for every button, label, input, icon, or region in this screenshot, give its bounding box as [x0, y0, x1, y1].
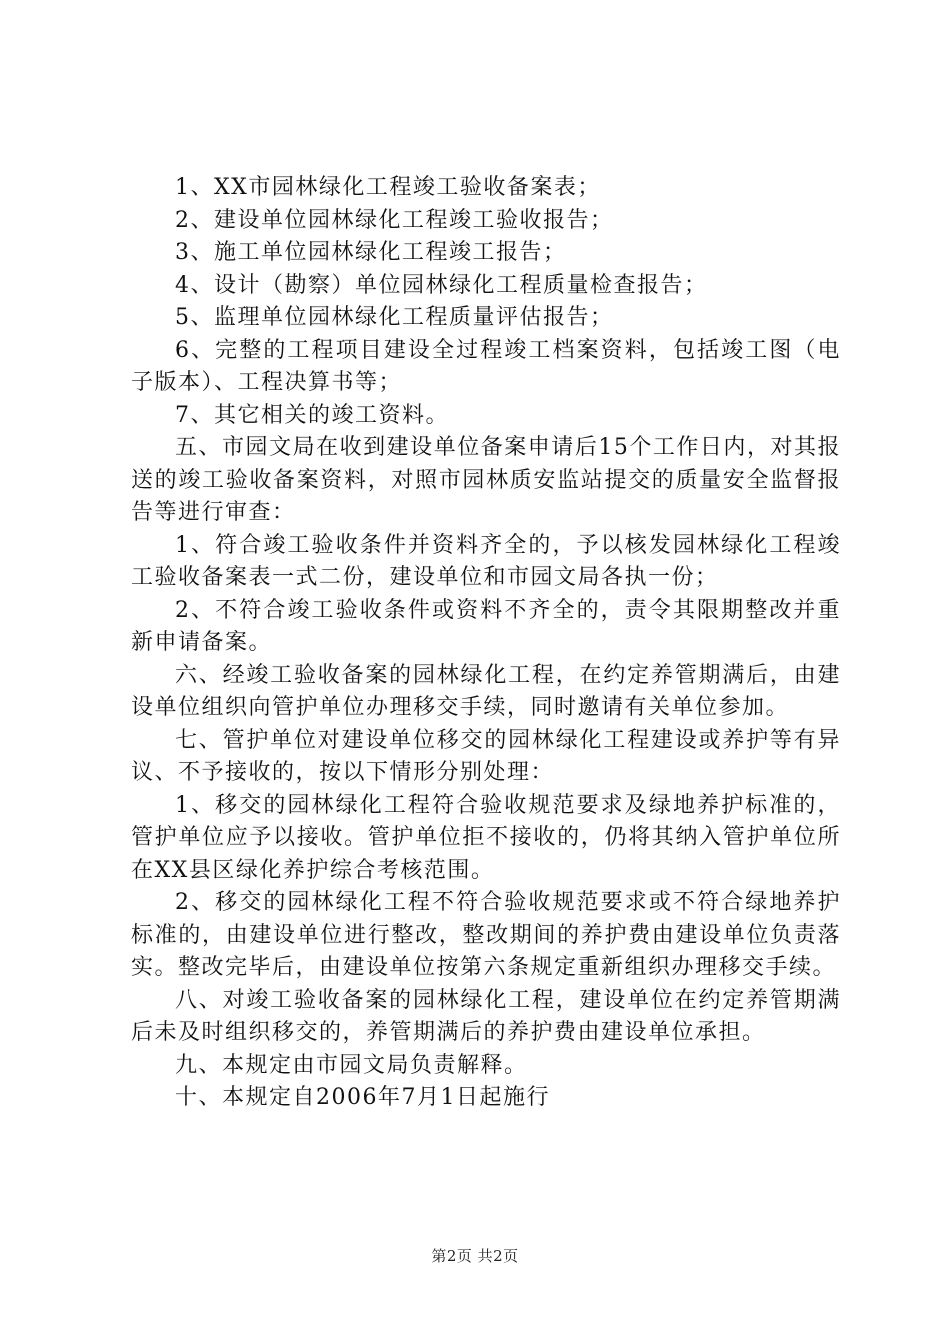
paragraph-article-10: 十、本规定自2006年7月1日起施行 [175, 1085, 550, 1110]
paragraph-item-3: 3、施工单位园林绿化工程竣工报告； [175, 240, 567, 265]
paragraph-article-5: 五、市园文局在收到建设单位备案申请后15个工作日内，对其报送的竣工验收备案资料，对照市园林质安监站提交的质量安全监督报告等进行审查： [131, 435, 841, 525]
paragraph-item-2: 2、建设单位园林绿化工程竣工验收报告； [175, 207, 614, 233]
paragraph-article-9: 九、本规定由市园文局负责解释。 [175, 1052, 528, 1078]
paragraph-article-7-item-1: 1、移交的园林绿化工程符合验收规范要求及绿地养护标准的，管护单位应予以接收。管护单位拒不接收的，仍将其纳入管护单位所在XX县区绿化养护综合考核范围。 [131, 792, 841, 883]
paragraph-item-1: 1、XX市园林绿化工程竣工验收备案表； [175, 175, 601, 200]
page-number-footer: 第2页 共2页 [431, 1247, 519, 1265]
paragraph-article-7-item-2: 2、移交的园林绿化工程不符合验收规范要求或不符合绿地养护标准的，由建设单位进行整改，整改期间的养护费由建设单位负责落实。整改完毕后，由建设单位按第六条规定重新组织办理移交手续。 [131, 890, 841, 980]
paragraph-item-5: 5、监理单位园林绿化工程质量评估报告； [175, 305, 614, 330]
paragraph-article-7: 七、管护单位对建设单位移交的园林绿化工程建设或养护等有异议、不予接收的，按以下情形分别处理： [131, 727, 841, 785]
paragraph-article-8: 八、对竣工验收备案的园林绿化工程，建设单位在约定养管期满后未及时组织移交的，养管期满后的养护费由建设单位承担。 [131, 987, 841, 1045]
document-body [131, 172, 841, 1115]
paragraph-item-4: 4、设计（勘察）单位园林绿化工程质量检查报告； [175, 272, 708, 298]
paragraph-article-5-item-1: 1、符合竣工验收条件并资料齐全的，予以核发园林绿化工程竣工验收备案表一式二份，建设单位和市园文局各执一份； [131, 532, 841, 590]
paragraph-article-5-item-2: 2、不符合竣工验收条件或资料不齐全的，责令其限期整改并重新申请备案。 [131, 597, 841, 655]
paragraph-item-6: 6、完整的工程项目建设全过程竣工档案资料，包括竣工图（电子版本）、工程决算书等； [131, 337, 841, 395]
paragraph-item-7: 7、其它相关的竣工资料。 [175, 402, 449, 428]
paragraph-article-6: 六、经竣工验收备案的园林绿化工程，在约定养管期满后，由建设单位组织向管护单位办理移交手续，同时邀请有关单位参加。 [131, 662, 841, 720]
